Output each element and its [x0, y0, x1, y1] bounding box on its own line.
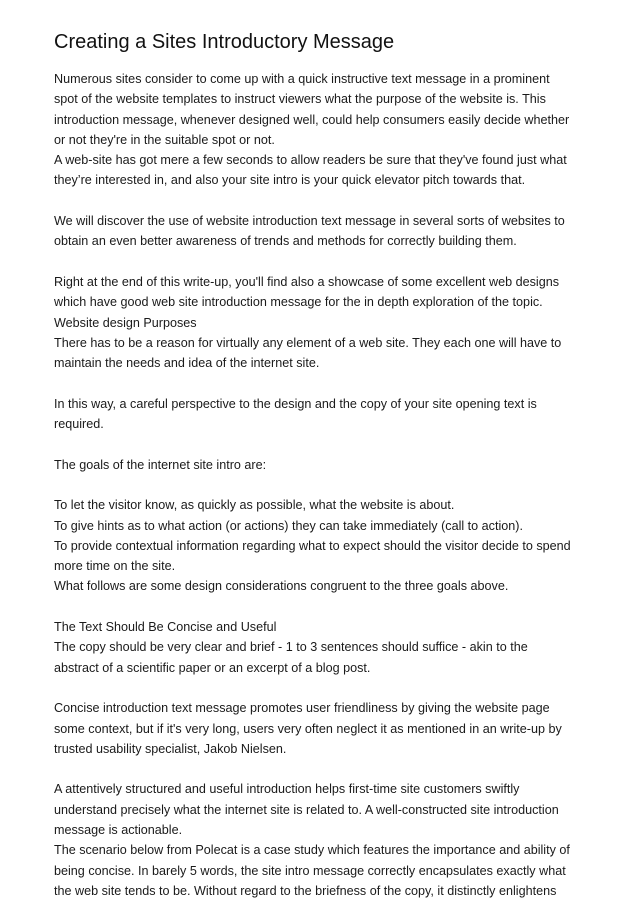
text-line: required.: [54, 417, 104, 432]
text-line: Website design Purposes: [54, 315, 197, 330]
document-body: [54, 69, 588, 901]
paragraph-gap: [54, 191, 588, 211]
text-line: Numerous sites consider to come up with a quick instructive text message in a prominent: [54, 72, 550, 86]
text-line: message is actionable.: [54, 822, 183, 837]
text-line: obtain an even better awareness of trends and methods for correctly building them.: [54, 234, 517, 249]
text-line: We will discover the use of website introduction text message in several sorts of websites to: [54, 214, 565, 229]
text-line: What follows are some design considerations congruent to the three goals above.: [54, 579, 509, 594]
paragraph-gap: [54, 597, 588, 617]
text-line: which have good web site introduction message for the in depth exploration of the topic.: [54, 295, 543, 310]
text-line: The goals of the internet site intro are:: [54, 457, 267, 472]
paragraph-gap: [54, 434, 588, 454]
text-line: they’re interested in, and also your site intro is your quick elevator pitch towards that.: [54, 173, 526, 188]
text-line: introduction message, whenever designed well, could help consumers easily decide whether: [54, 112, 570, 127]
text-line: A attentively structured and useful introduction helps first-time site customers swiftly: [54, 782, 520, 797]
paragraph-gap: [54, 759, 588, 779]
text-line: There has to be a reason for virtually any element of a web site. They each one will have to: [54, 335, 562, 350]
text-line: trusted usability specialist, Jakob Nielsen.: [54, 741, 287, 756]
text-line: The scenario below from Polecat is a case study which features the importance and ability of: [54, 843, 570, 858]
paragraph-gap: [54, 252, 588, 272]
text-line: spot of the website templates to instruct viewers what the purpose of the website is. This: [54, 92, 546, 107]
text-line: some context, but if it's very long, users very often neglect it as mentioned in an write-up by: [54, 721, 562, 736]
text-line: maintain the needs and idea of the internet site.: [54, 356, 320, 371]
paragraph-gap: [54, 475, 588, 495]
text-line: understand precisely what the internet site is related to. A well-constructed site introduction: [54, 802, 559, 817]
text-line: being concise. In barely 5 words, the site intro message correctly encapsulates exactly what: [54, 863, 566, 878]
text-line: To give hints as to what action (or actions) they can take immediately (call to action).: [54, 518, 523, 533]
text-line: In this way, a careful perspective to the design and the copy of your site opening text is: [54, 396, 537, 411]
text-line: more time on the site.: [54, 559, 176, 574]
text-line: To provide contextual information regarding what to expect should the visitor decide to spend: [54, 538, 571, 553]
text-line: abstract of a scientific paper or an excerpt of a blog post.: [54, 660, 371, 675]
paragraph-gap: [54, 373, 588, 393]
text-line: The copy should be very clear and brief - 1 to 3 sentences should suffice - akin to the: [54, 640, 528, 655]
text-line: Concise introduction text message promotes user friendliness by giving the website page: [54, 701, 550, 716]
text-line: Right at the end of this write-up, you'll find also a showcase of some excellent web designs: [54, 274, 560, 289]
text-line: the web site tends to be. Without regard to the briefness of the copy, it distinctly enlightens: [54, 883, 557, 898]
document-title: Creating a Sites Introductory Message: [54, 31, 395, 53]
text-line: The Text Should Be Concise and Useful: [54, 620, 277, 635]
paragraph-gap: [54, 678, 588, 698]
text-line: or not they're in the suitable spot or not.: [54, 132, 275, 147]
text-line: To let the visitor know, as quickly as possible, what the website is about.: [54, 498, 455, 513]
text-line: A web-site has got mere a few seconds to allow readers be sure that they've found just what: [54, 153, 567, 168]
